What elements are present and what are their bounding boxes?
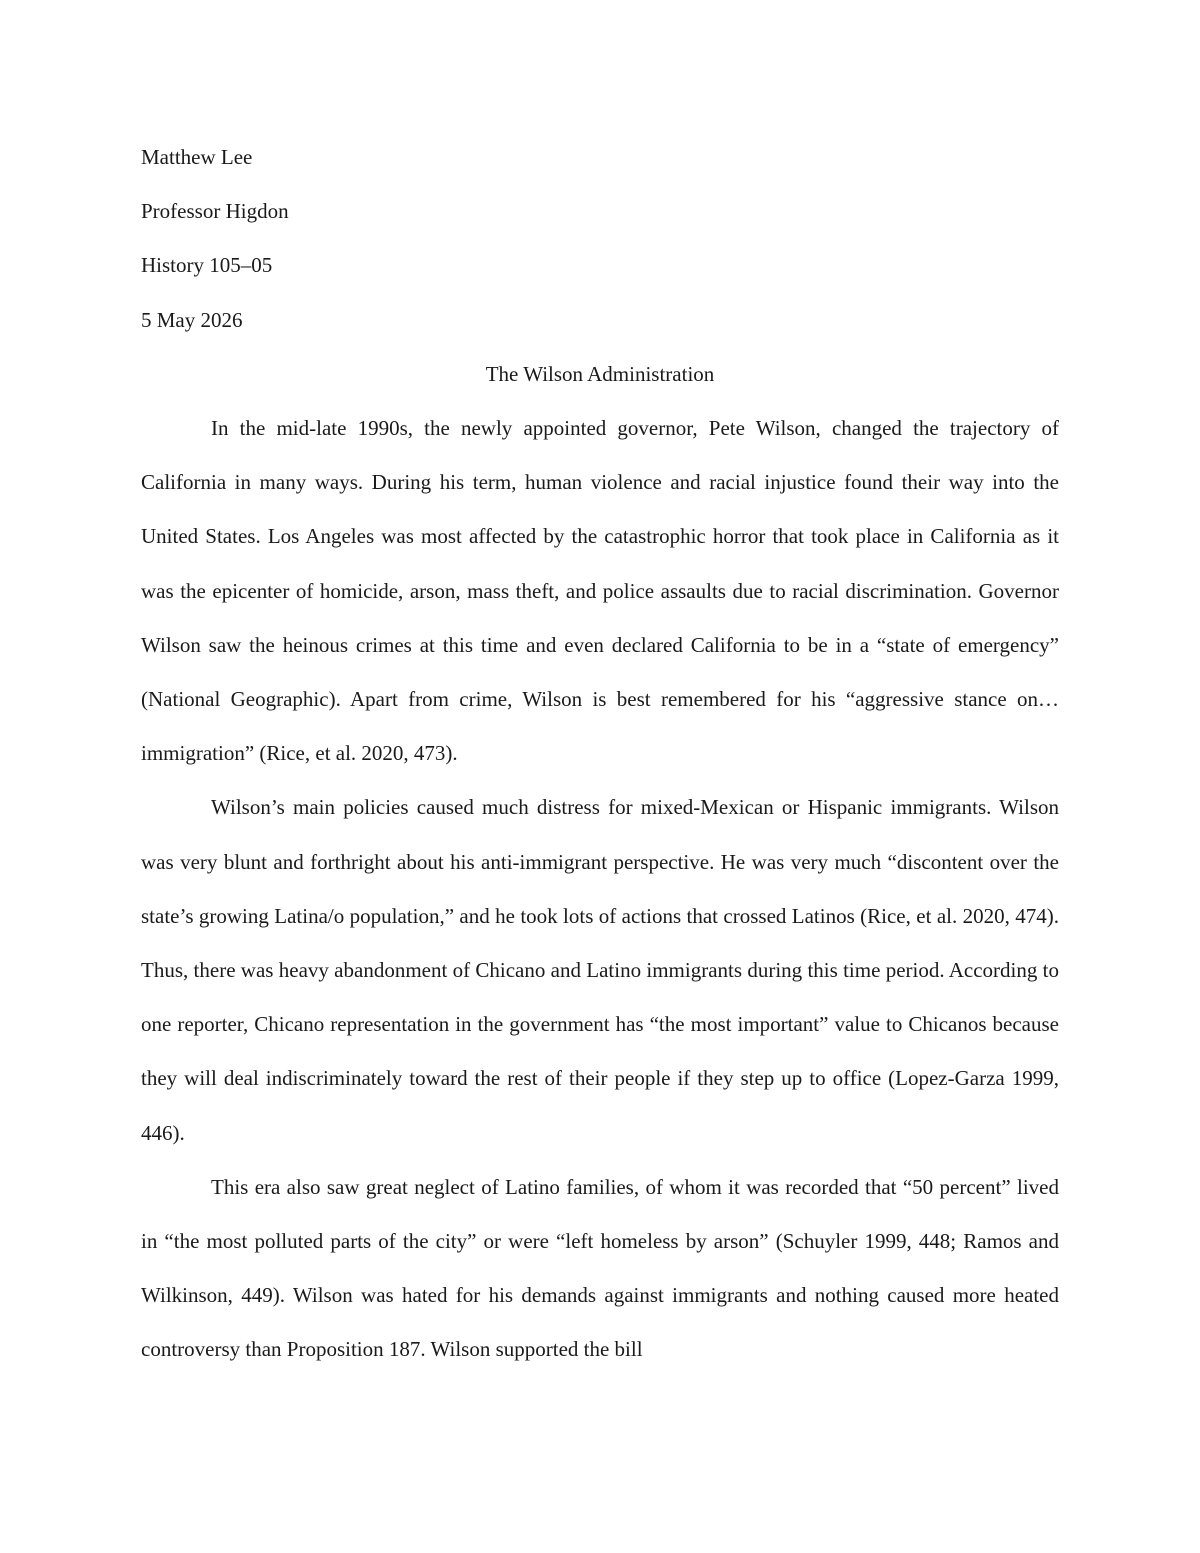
course-name: History 105–05: [141, 253, 273, 278]
body-paragraph: This era also saw great neglect of Latino families, of whom it was recorded that “50 percent” lived in “the most polluted parts of the city” or were “left homeless by arson” (Schuyler 1999, 448; Ramos and Wilkinson, 449). Wilson was hated for his demands against immigrants and nothing caused more heated controversy than Proposition 187. Wilson supported the bill: [141, 1174, 1059, 1362]
body-paragraph: In the mid-late 1990s, the newly appointed governor, Pete Wilson, changed the trajectory of California in many ways. During his term, human violence and racial injustice found their way into the United States. Los Angeles was most affected by the catastrophic horror that took place in California as it was the epicenter of homicide, arson, mass theft, and police assaults due to racial discrimination. Governor Wilson saw the heinous crimes at this time and even declared California to be in a “state of emergency” (National Geographic). Apart from crime, Wilson is best remembered for his “aggressive stance on…immigration” (Rice, et al. 2020, 473).: [141, 416, 1059, 766]
document-title: The Wilson Administration: [485, 361, 715, 386]
document-date: 5 May 2026: [141, 307, 243, 332]
body-paragraph: Wilson’s main policies caused much distress for mixed-Mexican or Hispanic immigrants. Wilson was very blunt and forthright about his anti-immigrant perspective. He was very much “discontent over the state’s growing Latina/o population,” and he took lots of actions that crossed Latinos (Rice, et al. 2020, 474). Thus, there was heavy abandonment of Chicano and Latino immigrants during this time period. According to one reporter, Chicano representation in the government has “the most important” value to Chicanos because they will deal indiscriminately toward the rest of their people if they step up to office (Lopez-Garza 1999, 446).: [141, 795, 1059, 1145]
professor-name: Professor Higdon: [141, 199, 289, 224]
document-content: [141, 130, 1059, 1377]
author-name: Matthew Lee: [141, 145, 253, 169]
